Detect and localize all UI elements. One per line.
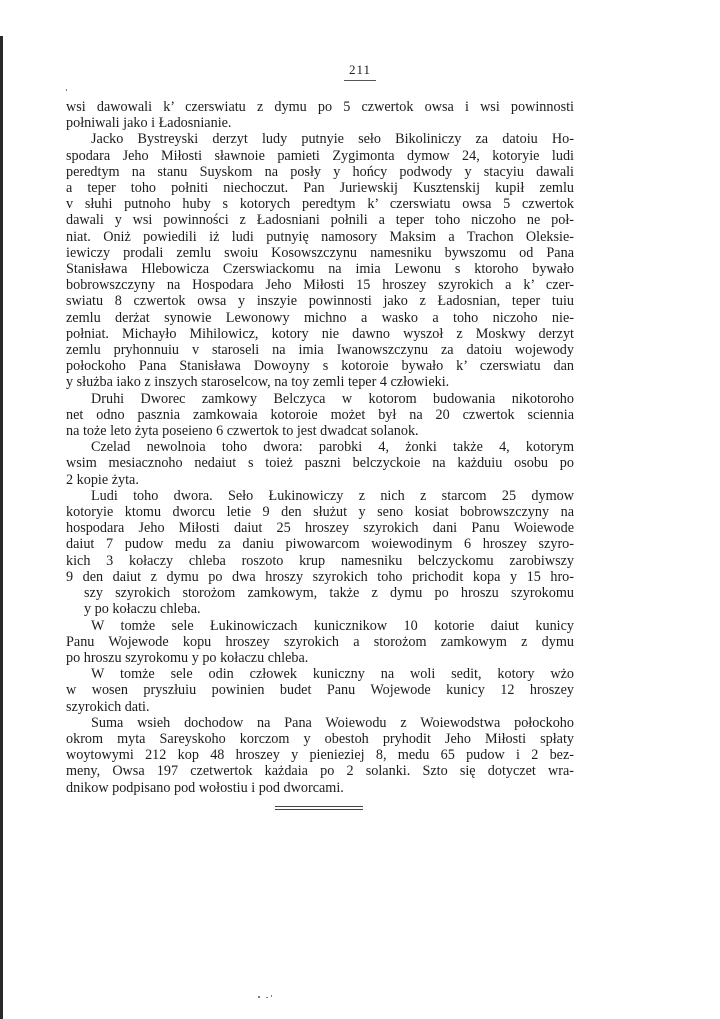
text-line: woytowymi 212 kop 48 hroszey y pienieziej 8, medu 65 pudow i 2 bez- [66, 747, 574, 764]
text-line: a teper toho połniti niechoczut. Pan Juriewskij Kusztenskij kupił zemlu [66, 180, 574, 197]
text-line: połniwali jako i Ładosnianie. [66, 115, 232, 132]
text-line: 2 kopie żyta. [66, 471, 139, 488]
text-line: daiut 7 pudow medu za daniu piwowarcom woiewodinym 6 hroszey szyro- [66, 536, 574, 553]
text-line: peredtym na stanu Suyskom na posły y hońcy podwody y stacyiu dawali [66, 163, 574, 180]
text-line: po hroszu szyrokomu y po kołaczu chleba. [66, 649, 309, 666]
text-line: szyrokich dati. [66, 698, 150, 715]
text-line: szy szyrokich storożom zamkowym, także z dymu po hroszu szyrokomu [84, 585, 574, 602]
text-line: Stanisława Hlebowicza Czerswiackomu na imia Lewonu s ktoroho bywało [66, 261, 574, 278]
text-line: wsi dawowali k’ czerswiatu z dymu po 5 czwertok owsa i wsi powinnosti [66, 99, 574, 115]
text-line: Druhi Dworec zamkowy Belczyca w kotorom budowania nikotoroho [91, 390, 574, 407]
page-number: 211 [348, 62, 372, 77]
text-line: W tomże sele odin człowek kuniczny na woli sedit, kotory wżo [91, 666, 574, 683]
text-line: wsim mesiacznoho nedaiut s toież paszni belczyckoie na każduiu osobu po [66, 455, 574, 472]
text-line: Jacko Bystreyski derzyt ludy putnyie seło Bikoliniczy za datoiu Ho- [91, 131, 574, 148]
text-line: 9 den daiut z dymu po dwa hroszy szyrokich toho prichodit kopa y 15 hro- [66, 568, 574, 585]
speck [271, 995, 272, 997]
speck [66, 89, 67, 91]
text-line: iewiczy prodali zemlu swoiu Kosowszczynu namesniku bywszomu od Pana [66, 244, 574, 261]
text-line: W tomże sele Łukinowiczach kunicznikow 10 kotorie daiut kunicy [91, 617, 574, 634]
text-line: w wosen pryszłuiu powinien budet Panu Wojewode kunicy 12 hroszey [66, 682, 574, 699]
text-line: net odno pasznia zamkowaia kotoroie możet był na 20 czwertok sciennia [66, 406, 574, 423]
text-line: kotoryie ktomu dworcu letie 9 den służut y seno kosiat bobrowszczyny na [66, 504, 574, 521]
text-line: na tożе leto żyta poseieno 6 czwertok to jest dwadcat solanok. [66, 423, 419, 440]
text-line: meny, Owsa 197 czetwertok każdaia po 2 solanki. Szto się dotyczet wra- [66, 763, 574, 780]
text-line: dnikow podpisano pod wołostiu i pod dworcami. [66, 779, 344, 796]
text-body [66, 99, 574, 796]
text-line: Czelad newolnoia toho dwora: parobki 4, żonki także 4, kotorym [91, 439, 574, 456]
text-line: Panu Wojewode kopu hroszey szyrokich a storożom zamkowym z dymu [66, 633, 574, 650]
text-line: Ludi toho dwora. Seło Łukinowiczy z nich z starcom 25 dymow [91, 487, 574, 504]
text-line: okrom myta Sareyskoho korczom y obestoh pryhodit Jeho Miłosti spłaty [66, 730, 574, 747]
text-line: spodara Jeho Miłosti sławnoie pamieti Zygimonta dymow 24, kotoryie ludi [66, 147, 574, 164]
text-line: połockoho Pana Stanisława Dowoyny s kotoroie bywało k’ czerswiatu dan [66, 358, 574, 375]
text-line: dawali y wsi powinności z Ładosniani połnili a teper toho niczoho ne poł- [66, 212, 574, 229]
speck [266, 997, 268, 998]
text-line: kich 3 kołaczy chleba roszoto krup namesniku belczyckomu zarobiwszy [66, 552, 574, 569]
text-line: y po kołaczu chleba. [84, 601, 201, 618]
text-line: hospodara Jeho Miłosti daiut 25 hroszey szyrokich dani Panu Woiewode [66, 520, 574, 537]
speck [258, 996, 260, 998]
text-line: niat. Oniż powiedili iż ludi putnyię namosory Maksim a Trachon Oleksie- [66, 228, 574, 245]
text-line: zemlu pryhonnuiu v staroseli na imia Iwanowszczynu za datoiu wojewody [66, 342, 574, 359]
end-rule [275, 806, 363, 810]
page-number-rule [344, 80, 376, 81]
text-line: bobrowszczyny na Hospodara Jeho Miłosti 15 hroszey szyrokich a k’ czer- [66, 277, 574, 294]
text-line: y służba iako z inszych staroselcow, na toy zemli teper 4 człowieki. [66, 374, 450, 391]
text-line: Suma wsieh dochodow na Pana Woiewodu z Woiewodstwa połockoho [91, 714, 574, 731]
text-line: połniat. Michayło Mihilowicz, kotory nie dawno wyszoł z Moskwy derzyt [66, 325, 574, 342]
text-line: v słuhi putnoho huby s kotorych peredtym k’ czerswiatu owsa 5 czwertok [66, 196, 574, 213]
text-line: swiatu 8 czwertok owsa y inszyie powinnosti jako z Ładosnian, teper tuiu [66, 293, 574, 310]
text-line: zemlu derżat synowie Lewonowy michno a wasko a toho niczoho nie- [66, 309, 574, 326]
binding-edge [0, 36, 3, 1019]
